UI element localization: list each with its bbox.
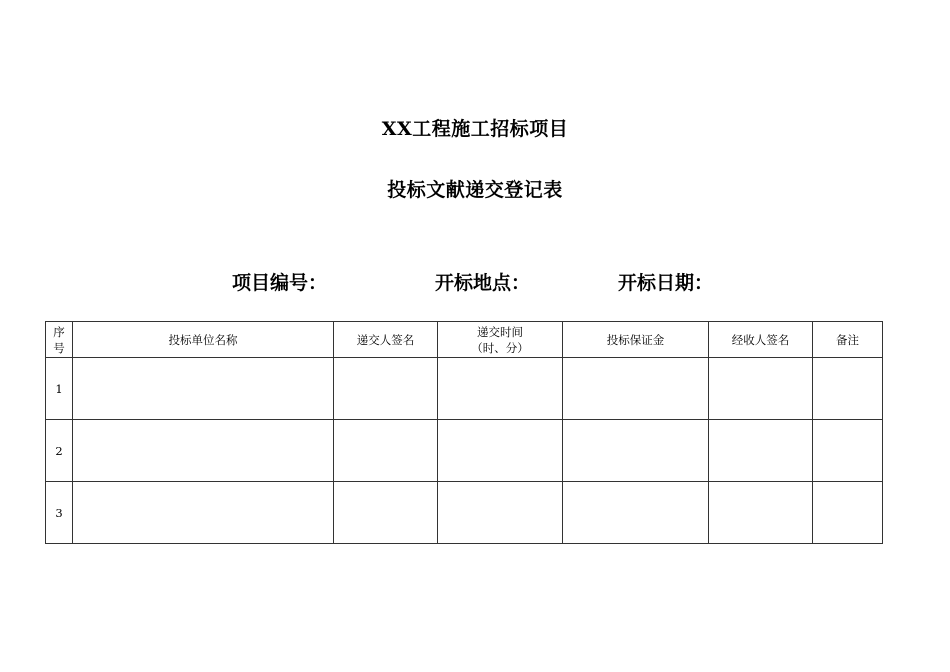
header-submit-time-line1: 递交时间	[477, 324, 523, 339]
bid-location-label: 开标地点：	[435, 272, 531, 294]
header-bidder-name: 投标单位名称	[73, 322, 334, 358]
header-seq-line2: 号	[53, 340, 65, 355]
submitter-signature-cell	[334, 482, 438, 544]
bid-bond-cell	[563, 420, 709, 482]
table-header-row	[46, 322, 883, 358]
document-title: XX工程施工招标项目	[381, 118, 569, 140]
header-submit-time-line2: （时、分）	[471, 340, 529, 355]
bidder-name-cell	[73, 482, 334, 544]
table-row	[46, 358, 883, 420]
remarks-cell	[813, 482, 883, 544]
row-seq: 3	[46, 482, 73, 544]
row-seq: 2	[46, 420, 73, 482]
submit-time-cell	[438, 358, 563, 420]
header-bid-bond: 投标保证金	[563, 322, 709, 358]
table-row	[46, 420, 883, 482]
document-subtitle: 投标文献递交登记表	[387, 179, 563, 201]
table-row	[46, 482, 883, 544]
submitter-signature-cell	[334, 420, 438, 482]
bidder-name-cell	[73, 420, 334, 482]
header-remarks: 备注	[813, 322, 883, 358]
receiver-signature-cell	[709, 420, 813, 482]
submission-register-table	[45, 321, 883, 544]
remarks-cell	[813, 358, 883, 420]
bid-bond-cell	[563, 482, 709, 544]
receiver-signature-cell	[709, 482, 813, 544]
remarks-cell	[813, 420, 883, 482]
row-seq: 1	[46, 358, 73, 420]
header-seq-line1: 序	[53, 324, 65, 339]
submit-time-cell	[438, 482, 563, 544]
bid-date-label: 开标日期：	[618, 272, 714, 294]
header-submit-time	[438, 322, 563, 358]
receiver-signature-cell	[709, 358, 813, 420]
bid-bond-cell	[563, 358, 709, 420]
header-submitter-signature: 递交人签名	[334, 322, 438, 358]
submitter-signature-cell	[334, 358, 438, 420]
header-seq	[46, 322, 73, 358]
project-number-label: 项目编号：	[232, 272, 328, 294]
header-receiver-signature: 经收人签名	[709, 322, 813, 358]
submit-time-cell	[438, 420, 563, 482]
bidder-name-cell	[73, 358, 334, 420]
